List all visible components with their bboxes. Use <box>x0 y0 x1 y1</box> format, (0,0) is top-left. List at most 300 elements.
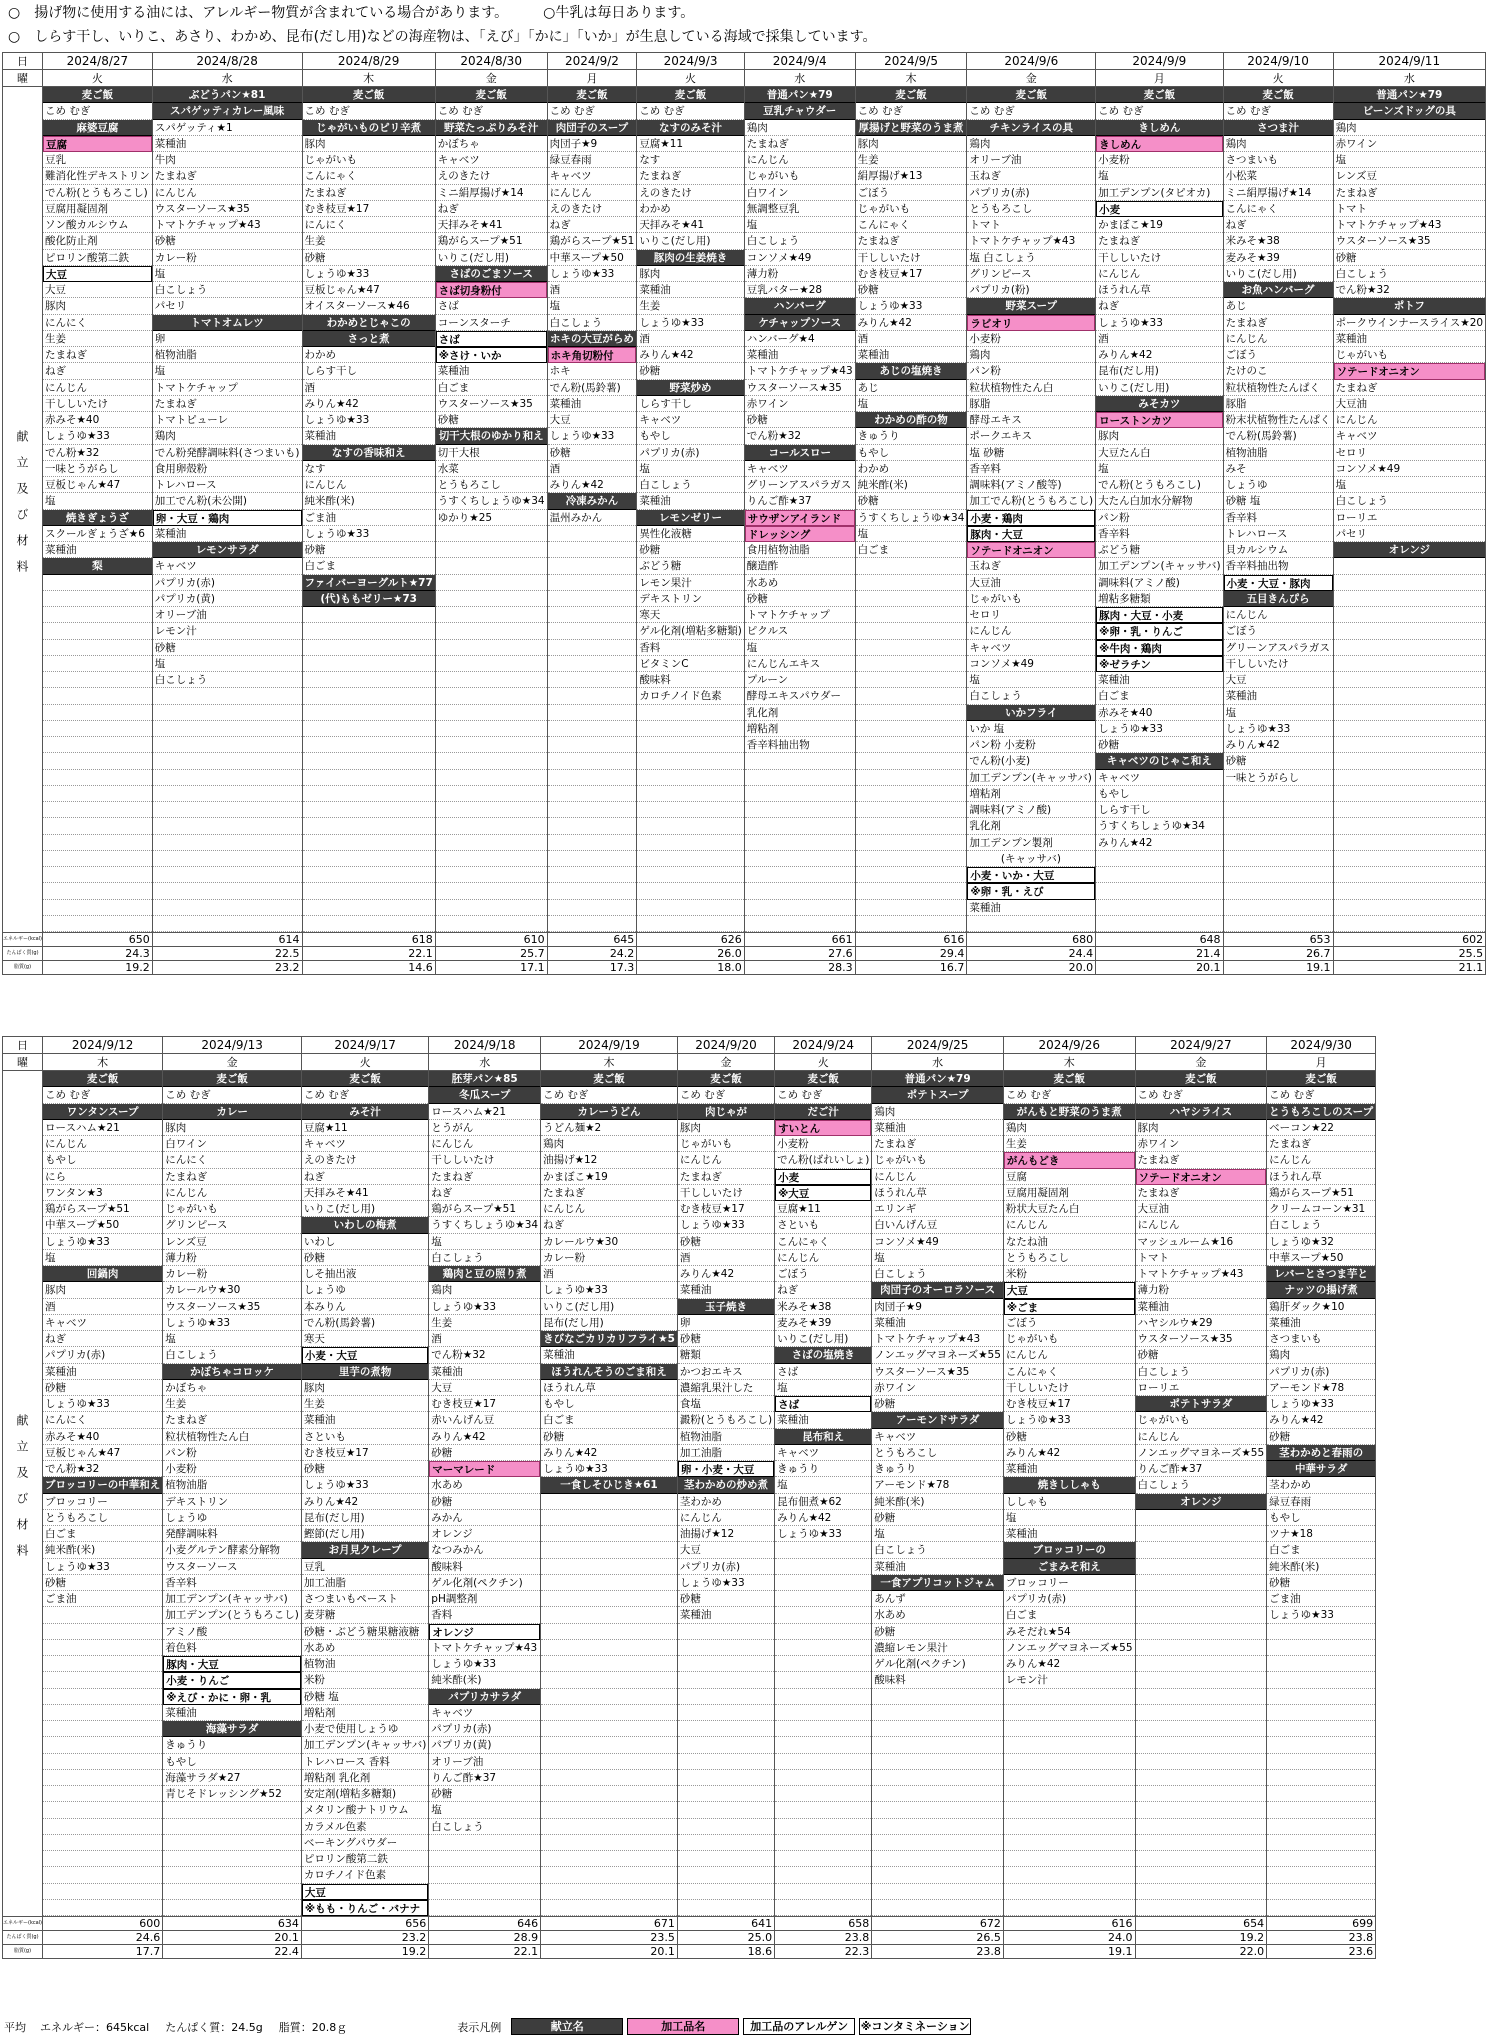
ingredient: かまぼこ★19 <box>541 1169 677 1185</box>
ingredient: 純米酢(米) <box>429 1672 540 1688</box>
empty-line <box>872 1851 1003 1867</box>
dish-name: コールスロー <box>745 445 855 461</box>
day-menu <box>301 1071 428 1917</box>
fat-value: 23.2 <box>152 961 302 975</box>
empty-line <box>775 1559 871 1575</box>
ingredient: 緑豆春雨 <box>1267 1494 1375 1510</box>
empty-line <box>548 607 637 623</box>
empty-line <box>856 575 967 591</box>
ingredient: 白こしょう <box>872 1542 1003 1558</box>
ingredient: 干ししいたけ <box>43 396 152 412</box>
ingredient: セロリ <box>967 607 1095 623</box>
dish-name: 肉団子のオーロラソース <box>872 1282 1003 1298</box>
ingredient: 玉ねぎ <box>967 168 1095 184</box>
empty-line <box>745 883 855 899</box>
empty-line <box>163 1835 301 1851</box>
weekday-cell: 火 <box>301 1054 428 1071</box>
ingredient: 砂糖 <box>678 1234 774 1250</box>
empty-line <box>541 1867 677 1883</box>
ingredient: ツナ★18 <box>1267 1526 1375 1542</box>
weekday-cell: 水 <box>152 70 302 87</box>
ingredient: 茎わかめ <box>678 1494 774 1510</box>
ingredient: 菜種油 <box>1096 672 1222 688</box>
ingredient: 砂糖 <box>429 1445 540 1461</box>
protein-value: 24.4 <box>967 947 1096 961</box>
empty-line <box>541 1494 677 1510</box>
ingredient: 濃縮レモン果汁 <box>872 1640 1003 1656</box>
ingredient: カロチノイド色素 <box>302 1867 428 1883</box>
empty-line <box>548 883 637 899</box>
energy-value: 600 <box>43 1917 163 1931</box>
ingredient: 粒状植物性たん白 <box>967 380 1095 396</box>
ingredient: ねぎ <box>775 1282 871 1298</box>
empty-line <box>775 1575 871 1591</box>
allergen-line: 小麦・いか・大豆 <box>967 867 1095 883</box>
ingredient: パン粉 小麦粉 <box>967 737 1095 753</box>
ingredient: 塩 <box>1334 152 1486 168</box>
energy-label: エネルギー(kcal) <box>3 933 43 947</box>
empty-line <box>43 1607 162 1623</box>
ingredient: 干ししいたけ <box>1224 656 1333 672</box>
empty-line <box>745 753 855 769</box>
empty-line <box>548 851 637 867</box>
empty-line <box>1004 1819 1135 1835</box>
empty-line <box>303 916 435 932</box>
day-menu <box>429 1071 541 1917</box>
ingredient: きゅうり <box>872 1461 1003 1477</box>
empty-line <box>153 851 302 867</box>
dish-name: ビーンズドッグの具 <box>1334 103 1486 119</box>
empty-line <box>541 1754 677 1770</box>
ingredient: こんにゃく <box>303 168 435 184</box>
date-cell: 2024/9/11 <box>1333 53 1486 70</box>
allergen-line: ※ゼラチン <box>1096 656 1222 672</box>
ingredient: 砂糖 <box>1267 1429 1375 1445</box>
empty-line <box>856 558 967 574</box>
ingredient: 植物油脂 <box>153 347 302 363</box>
ingredient: 寒天 <box>302 1331 428 1347</box>
empty-line <box>541 1607 677 1623</box>
ingredient: にんにく <box>163 1152 301 1168</box>
ingredient: ごま油 <box>43 1591 162 1607</box>
empty-line <box>1334 640 1486 656</box>
empty-line <box>1096 916 1222 932</box>
weekday-cell: 水 <box>872 1054 1004 1071</box>
ingredient: 塩 <box>43 493 152 509</box>
ingredient: トマト <box>1334 201 1486 217</box>
ingredient: 大豆油 <box>1334 396 1486 412</box>
fat-value: 23.6 <box>1267 1945 1376 1959</box>
empty-line <box>436 656 547 672</box>
empty-line <box>43 1721 162 1737</box>
dish-name: 切干大根のゆかり和え <box>436 428 547 444</box>
protein-value: 20.1 <box>163 1931 302 1945</box>
ingredient: キャベツ <box>1096 770 1222 786</box>
ingredient: 菜種油 <box>303 428 435 444</box>
empty-line <box>637 900 743 916</box>
ingredient: 植物油脂 <box>1224 445 1333 461</box>
dish-name: 麦ご飯 <box>1267 1071 1375 1087</box>
empty-line <box>429 1851 540 1867</box>
ingredient: たまねぎ <box>1267 1136 1375 1152</box>
ingredient: でん粉(馬鈴薯) <box>1224 428 1333 444</box>
fat-value: 19.2 <box>43 961 153 975</box>
allergen-line: 卵・大豆・鶏肉 <box>153 510 302 526</box>
empty-line <box>637 835 743 851</box>
empty-line <box>678 1624 774 1640</box>
protein-value: 27.6 <box>744 947 855 961</box>
empty-line <box>1334 558 1486 574</box>
ingredient: しょうゆ <box>163 1510 301 1526</box>
empty-line <box>856 737 967 753</box>
fat-label: 脂質(g) <box>3 1945 43 1959</box>
ingredient: にんじん <box>163 1185 301 1201</box>
empty-line <box>43 1689 162 1705</box>
empty-line <box>1136 1819 1267 1835</box>
ingredient: コンソメ★49 <box>745 250 855 266</box>
ingredient: 菜種油 <box>872 1315 1003 1331</box>
ingredient: たまねぎ <box>745 136 855 152</box>
empty-line <box>1224 802 1333 818</box>
empty-line <box>43 867 152 883</box>
ingredient: 緑豆春雨 <box>548 152 637 168</box>
ingredient: 白こしょう <box>1334 493 1486 509</box>
ingredient: 大豆 <box>43 282 152 298</box>
date-cell: 2024/9/5 <box>855 53 967 70</box>
ingredient: レモン果汁 <box>637 575 743 591</box>
ingredient: ねぎ <box>436 201 547 217</box>
weekday-cell: 木 <box>43 1054 163 1071</box>
empty-line <box>775 1900 871 1916</box>
ingredient: ねぎ <box>43 1331 162 1347</box>
empty-line <box>43 737 152 753</box>
protein-value: 29.4 <box>855 947 967 961</box>
ingredient: 砂糖 <box>1004 1429 1135 1445</box>
ingredient: うすくちしょうゆ★34 <box>436 493 547 509</box>
ingredient: アーモンド★78 <box>1267 1380 1375 1396</box>
empty-line <box>745 851 855 867</box>
protein-value: 23.8 <box>775 1931 872 1945</box>
empty-line <box>429 1835 540 1851</box>
empty-line <box>1267 1737 1375 1753</box>
empty-line <box>548 786 637 802</box>
ingredient: にんじん <box>967 623 1095 639</box>
ingredient: いりこ(だし用) <box>637 233 743 249</box>
ingredient: 鶏肉 <box>1004 1120 1135 1136</box>
dish-name: 麦ご飯 <box>436 87 547 103</box>
ingredient: 白こしょう <box>1267 1217 1375 1233</box>
empty-line <box>775 1656 871 1672</box>
ingredient: 白こしょう <box>1136 1364 1267 1380</box>
ingredient: コンソメ★49 <box>967 656 1095 672</box>
date-cell: 2024/9/2 <box>547 53 637 70</box>
empty-line <box>436 737 547 753</box>
ingredient: ピロリン酸第二鉄 <box>302 1851 428 1867</box>
empty-line <box>303 883 435 899</box>
ingredient: 砂糖 <box>436 412 547 428</box>
empty-line <box>1334 883 1486 899</box>
ingredient: たまねぎ <box>163 1412 301 1428</box>
ingredient: 酒 <box>678 1250 774 1266</box>
legend-contamination: ※コンタミネーション <box>860 2020 970 2033</box>
ingredient: 干ししいたけ <box>429 1152 540 1168</box>
ingredient: 酒 <box>637 331 743 347</box>
ingredient: キャベツ <box>43 1315 162 1331</box>
ingredient: しょうゆ <box>302 1282 428 1298</box>
ingredient: トマト <box>967 217 1095 233</box>
ingredient: 加工デンプン製剤 <box>967 835 1095 851</box>
weekday-cell: 火 <box>1223 70 1333 87</box>
weekday-cell: 月 <box>547 70 637 87</box>
dish-name: 肉じゃが <box>678 1104 774 1120</box>
dish-name: 麦ご飯 <box>43 1071 162 1087</box>
dish-name: さばのごまソース <box>436 266 547 282</box>
ingredient: ウスターソース★35 <box>1334 233 1486 249</box>
empty-line <box>303 688 435 704</box>
dish-name: 豚肉の生姜焼き <box>637 250 743 266</box>
ingredient: オレンジ <box>429 1526 540 1542</box>
fat-value: 22.1 <box>429 1945 541 1959</box>
empty-line <box>637 786 743 802</box>
energy-value: 614 <box>152 933 302 947</box>
dish-name: ワンタンスープ <box>43 1104 162 1120</box>
ingredient: (キャッサバ) <box>967 851 1095 867</box>
ingredient: 砂糖 <box>678 1331 774 1347</box>
ingredient: パプリカ(赤) <box>967 185 1095 201</box>
empty-line <box>43 721 152 737</box>
ingredient: キャベツ <box>153 558 302 574</box>
empty-line <box>1267 1770 1375 1786</box>
day-menu <box>744 87 855 933</box>
ingredient: ソン酸カルシウム <box>43 217 152 233</box>
dish-name: 普通パン★79 <box>745 87 855 103</box>
ingredient: ねぎ <box>541 1217 677 1233</box>
ingredient: 酒 <box>548 461 637 477</box>
empty-line <box>43 786 152 802</box>
ingredient: 鶏肉 <box>541 1136 677 1152</box>
ingredient: にら <box>43 1169 162 1185</box>
dish-name: 肉団子のスープ <box>548 120 637 136</box>
day-menu <box>855 87 967 933</box>
ingredient: 油揚げ★12 <box>678 1526 774 1542</box>
ingredient: ワンタン★3 <box>43 1185 162 1201</box>
ingredient: 塩 <box>153 656 302 672</box>
energy-value: 626 <box>637 933 744 947</box>
ingredient: 塩 <box>745 217 855 233</box>
ingredient: 本みりん <box>302 1299 428 1315</box>
ingredient: にんじん <box>678 1510 774 1526</box>
ingredient: こめ むぎ <box>856 103 967 119</box>
ingredient: にんじん <box>678 1152 774 1168</box>
ingredient: えのきたけ <box>637 185 743 201</box>
dish-name: だご汁 <box>775 1104 871 1120</box>
empty-line <box>153 916 302 932</box>
ingredient: 菜種油 <box>1224 688 1333 704</box>
ingredient: ベーキングパウダー <box>302 1835 428 1851</box>
ingredient: 小麦粉 <box>163 1461 301 1477</box>
ingredient: 菜種油 <box>1267 1315 1375 1331</box>
ingredient: なす <box>637 152 743 168</box>
ingredient: オリーブ油 <box>153 607 302 623</box>
ingredient: うすくちしょうゆ★34 <box>856 510 967 526</box>
empty-line <box>43 1770 162 1786</box>
day-menu <box>775 1071 872 1917</box>
ingredient: 白こしょう <box>153 672 302 688</box>
empty-line <box>872 1900 1003 1916</box>
ingredient: 生姜 <box>302 1396 428 1412</box>
ingredient: 純米酢(米) <box>856 477 967 493</box>
dish-name: ほうれんそうのごま和え <box>541 1364 677 1380</box>
day-menu <box>1223 87 1333 933</box>
empty-line <box>1224 818 1333 834</box>
empty-line <box>436 721 547 737</box>
ingredient: レンズ豆 <box>1334 168 1486 184</box>
empty-line <box>303 753 435 769</box>
processed-food-name: 豆腐 <box>43 136 152 152</box>
ingredient: 酒 <box>856 331 967 347</box>
ingredient: 水菜 <box>436 461 547 477</box>
ingredient: 鶏肉 <box>1224 136 1333 152</box>
ingredient: トマトケチャップ <box>745 607 855 623</box>
ingredient: 加工デンプン(キャッサバ) <box>302 1737 428 1753</box>
ingredient: 砂糖 <box>872 1624 1003 1640</box>
dish-name: 野菜炒め <box>637 380 743 396</box>
ingredient: たまねぎ <box>163 1169 301 1185</box>
day-menu <box>152 87 302 933</box>
empty-line <box>872 1802 1003 1818</box>
empty-line <box>1136 1737 1267 1753</box>
empty-line <box>153 867 302 883</box>
energy-value: 671 <box>541 1917 678 1931</box>
ingredient: にんじん <box>43 380 152 396</box>
empty-line <box>856 916 967 932</box>
empty-line <box>1004 1770 1135 1786</box>
day-menu <box>163 1071 302 1917</box>
ingredient: 菜種油 <box>967 900 1095 916</box>
dish-name: 茎わかめの炒め煮 <box>678 1477 774 1493</box>
ingredient: 植物油脂 <box>678 1429 774 1445</box>
ingredient: 白ごま <box>1004 1607 1135 1623</box>
ingredient: 昆布(だし用) <box>302 1510 428 1526</box>
ingredient: にんじん <box>541 1201 677 1217</box>
ingredient: 大豆たん白 <box>1096 445 1222 461</box>
empty-line <box>548 688 637 704</box>
empty-line <box>43 1656 162 1672</box>
ingredient: しょうゆ★33 <box>163 1315 301 1331</box>
energy-value: 661 <box>744 933 855 947</box>
empty-line <box>1267 1884 1375 1900</box>
dish-name: ブロッコリーの <box>1004 1542 1135 1558</box>
empty-line <box>856 640 967 656</box>
ingredient: 砂糖 <box>429 1494 540 1510</box>
ingredient: しょうゆ★33 <box>678 1575 774 1591</box>
empty-line <box>1334 786 1486 802</box>
ingredient: きゅうり <box>775 1461 871 1477</box>
ingredient: メタリン酸ナトリウム <box>302 1802 428 1818</box>
weekday-cell: 火 <box>43 70 153 87</box>
ingredient: たまねぎ <box>856 233 967 249</box>
empty-line <box>1267 1705 1375 1721</box>
ingredient: スクールぎょうざ★6 <box>43 526 152 542</box>
protein-value: 26.7 <box>1223 947 1333 961</box>
empty-line <box>43 770 152 786</box>
empty-line <box>548 802 637 818</box>
empty-line <box>541 1591 677 1607</box>
date-cell: 2024/9/4 <box>744 53 855 70</box>
ingredient: ぶどう糖 <box>637 558 743 574</box>
ingredient: 豚肉 <box>303 136 435 152</box>
ingredient: いりこ(だし用) <box>775 1331 871 1347</box>
ingredient: 鶏肉 <box>1334 120 1486 136</box>
ingredient: いりこ(だし用) <box>541 1299 677 1315</box>
dish-name: 麦ご飯 <box>856 87 967 103</box>
empty-line <box>153 721 302 737</box>
menu-table <box>2 1036 1376 1959</box>
ingredient: 砂糖 <box>637 542 743 558</box>
ingredient: パプリカ(赤) <box>1267 1364 1375 1380</box>
empty-line <box>1136 1851 1267 1867</box>
dish-name: 野菜スープ <box>967 298 1095 314</box>
protein-value: 19.2 <box>1135 1931 1267 1945</box>
day-menu <box>1096 87 1223 933</box>
dish-name: 昆布和え <box>775 1429 871 1445</box>
dish-name: さばの塩焼き <box>775 1347 871 1363</box>
ingredient: にんじん <box>1334 412 1486 428</box>
ingredient: ハヤシルウ★29 <box>1136 1315 1267 1331</box>
empty-line <box>1334 770 1486 786</box>
ingredient: 大豆油 <box>967 575 1095 591</box>
ingredient: 豚脂 <box>967 396 1095 412</box>
ingredient: キャベツ <box>775 1445 871 1461</box>
empty-line <box>1334 818 1486 834</box>
ingredient: しらす干し <box>1096 802 1222 818</box>
empty-line <box>678 1705 774 1721</box>
fat-value: 18.0 <box>637 961 744 975</box>
date-cell: 2024/9/30 <box>1267 1037 1376 1054</box>
ingredient: でん粉★32 <box>43 1461 162 1477</box>
energy-value: 634 <box>163 1917 302 1931</box>
ingredient: 昆布佃煮★62 <box>775 1494 871 1510</box>
ingredient: スパゲッティ★1 <box>153 120 302 136</box>
allergen-line: 豚肉・大豆 <box>163 1656 301 1672</box>
day-menu <box>1267 1071 1376 1917</box>
ingredient: たまねぎ <box>1136 1152 1267 1168</box>
ingredient: pH調整剤 <box>429 1591 540 1607</box>
fat-value: 16.7 <box>855 961 967 975</box>
empty-line <box>43 1624 162 1640</box>
energy-value: 658 <box>775 1917 872 1931</box>
empty-line <box>43 753 152 769</box>
processed-food-name: マーマレード <box>429 1461 540 1477</box>
ingredient: 天拝みそ★41 <box>302 1185 428 1201</box>
ingredient: デキストリン <box>163 1494 301 1510</box>
ingredient: 貝カルシウム <box>1224 542 1333 558</box>
dish-name: チキンライスの具 <box>967 120 1095 136</box>
ingredient: じゃがいも <box>678 1136 774 1152</box>
ingredient: 小松菜 <box>1224 168 1333 184</box>
date-cell: 2024/9/13 <box>163 1037 302 1054</box>
ingredient: ねぎ <box>302 1169 428 1185</box>
ingredient: とうもろこし <box>436 477 547 493</box>
ingredient: 糖類 <box>678 1347 774 1363</box>
empty-line <box>1136 1510 1267 1526</box>
date-cell: 2024/9/26 <box>1003 1037 1135 1054</box>
empty-line <box>872 1835 1003 1851</box>
ingredient: レモン汁 <box>1004 1672 1135 1688</box>
empty-line <box>436 900 547 916</box>
empty-line <box>1334 867 1486 883</box>
date-cell: 2024/9/20 <box>677 1037 774 1054</box>
